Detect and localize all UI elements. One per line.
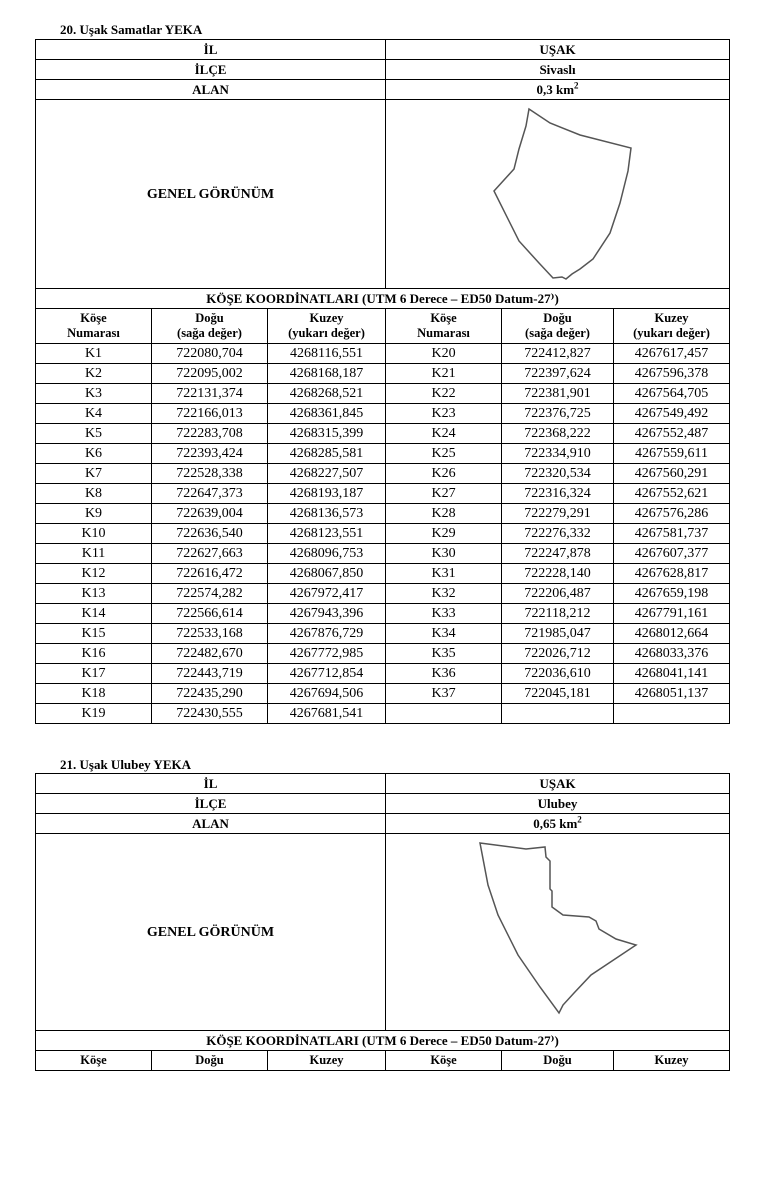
table-cell: 4268315,399 [268,424,386,444]
table-cell: K33 [386,604,502,624]
table-cell: K19 [36,704,152,724]
alan-label: ALAN [36,814,386,834]
table-cell: 722316,324 [502,484,614,504]
table-cell: K15 [36,624,152,644]
table-row [36,364,730,384]
ilce-label: İLÇE [36,60,386,80]
table-cell: K1 [36,344,152,364]
col-header-line2: Numarası [417,326,470,340]
table-cell: 722026,712 [502,644,614,664]
table-cell: K25 [386,444,502,464]
table-cell: 722381,901 [502,384,614,404]
col-header: Köşe [36,1051,152,1071]
col-header-line1: Doğu [543,311,572,325]
table-cell: 4268123,551 [268,524,386,544]
table-cell: 4267617,457 [614,344,730,364]
table-cell: 722228,140 [502,564,614,584]
table-cell: 722636,540 [152,524,268,544]
col-header: Doğu [502,1051,614,1071]
table-row [36,544,730,564]
alan-value-text: 0,3 km [536,82,575,97]
coord-header [36,1031,730,1051]
table-cell: 722482,670 [152,644,268,664]
col-header-line1: Kuzey [309,311,344,325]
table-cell: 722368,222 [502,424,614,444]
table-cell: K5 [36,424,152,444]
table-cell: 4268041,141 [614,664,730,684]
table-cell: 722647,373 [152,484,268,504]
col-header [152,309,268,344]
ilce-value: Sivaslı [386,60,730,80]
table-cell [614,704,730,724]
table-cell: 722045,181 [502,684,614,704]
table-row [36,404,730,424]
table-cell: K31 [386,564,502,584]
table-cell: K35 [386,644,502,664]
table-cell: 4267596,378 [614,364,730,384]
col-header [36,309,152,344]
table-cell: K12 [36,564,152,584]
table-cell: 722276,332 [502,524,614,544]
table-row [36,384,730,404]
col-header-line2: (sağa değer) [177,326,242,340]
table-cell: K3 [36,384,152,404]
coord-header-text: KÖŞE KOORDİNATLARI (UTM 6 Derece – ED50 Datum-27 [206,291,551,306]
table-cell: 722283,708 [152,424,268,444]
table-cell: 721985,047 [502,624,614,644]
table-row [36,464,730,484]
alan-unit-sup: 2 [577,814,582,825]
table-cell: K6 [36,444,152,464]
section-title-samatlar: 20. Uşak Samatlar YEKA [60,22,203,37]
table-cell: K13 [36,584,152,604]
table-cell: 722118,212 [502,604,614,624]
table-cell: 722627,663 [152,544,268,564]
coord-header-suffix: ⁾) [550,1033,559,1048]
table-cell: K37 [386,684,502,704]
col-header-line2: (yukarı değer) [288,326,365,340]
table-cell: 722533,168 [152,624,268,644]
table-cell: 722397,624 [502,364,614,384]
col-header [614,309,730,344]
samatlar-boundary-outline [388,101,728,287]
table-row [36,704,730,724]
table-cell: 4267972,417 [268,584,386,604]
table-cell: 4267581,737 [614,524,730,544]
table-cell: 722376,725 [502,404,614,424]
table-cell: 722393,424 [152,444,268,464]
table-row [36,584,730,604]
col-header [386,309,502,344]
il-label: İL [36,774,386,794]
col-header-line1: Köşe [80,311,107,325]
general-view-label-cell [36,100,386,289]
col-header-line1: Doğu [195,311,224,325]
table-row [36,344,730,364]
table-cell: 722435,290 [152,684,268,704]
table-cell: 722036,610 [502,664,614,684]
table-cell: K18 [36,684,152,704]
col-header [268,309,386,344]
table-cell: K9 [36,504,152,524]
table-row [36,664,730,684]
col-header-line1: Köşe [430,311,457,325]
table-row [36,484,730,504]
col-header-line2: (yukarı değer) [633,326,710,340]
general-view-map [386,834,730,1031]
table-cell: 4268168,187 [268,364,386,384]
table-cell: 722131,374 [152,384,268,404]
table-cell: K30 [386,544,502,564]
table-cell: K14 [36,604,152,624]
table-cell: 4268096,753 [268,544,386,564]
table-cell: 722080,704 [152,344,268,364]
alan-label: ALAN [36,80,386,100]
table-cell: 722566,614 [152,604,268,624]
table-cell: 4267694,506 [268,684,386,704]
coord-header [36,289,730,309]
table-row [36,684,730,704]
table-cell: 722430,555 [152,704,268,724]
table-row [36,644,730,664]
table-cell: 4268012,664 [614,624,730,644]
table-cell: 4267943,396 [268,604,386,624]
table-cell: 4268193,187 [268,484,386,504]
alan-value [386,814,730,834]
general-view-map [386,100,730,289]
table-cell: 4267876,729 [268,624,386,644]
table-cell: 722443,719 [152,664,268,684]
section-title-ulubey: 21. Uşak Ulubey YEKA [60,757,191,772]
alan-value [386,80,730,100]
table-cell: 722412,827 [502,344,614,364]
table-cell: K11 [36,544,152,564]
table-cell: K20 [386,344,502,364]
table-cell: 722334,910 [502,444,614,464]
table-cell [386,704,502,724]
table-cell: 4268268,521 [268,384,386,404]
table-cell: 4267552,621 [614,484,730,504]
ulubey-table [35,773,730,1071]
general-view-label: GENEL GÖRÜNÜM [146,924,275,940]
table-cell: 722279,291 [502,504,614,524]
table-cell: K32 [386,584,502,604]
table-cell: 722247,878 [502,544,614,564]
il-label: İL [36,40,386,60]
table-cell: 722616,472 [152,564,268,584]
table-cell: 4268227,507 [268,464,386,484]
table-cell: 4268361,845 [268,404,386,424]
col-header: Köşe [386,1051,502,1071]
table-cell: 4267607,377 [614,544,730,564]
samatlar-table [35,39,730,724]
table-cell: 4267772,985 [268,644,386,664]
coord-header-suffix: ⁾) [550,291,559,306]
table-row [36,444,730,464]
table-cell: 4268067,850 [268,564,386,584]
table-cell: K24 [386,424,502,444]
table-cell: K22 [386,384,502,404]
table-cell: 722095,002 [152,364,268,384]
table-cell: K7 [36,464,152,484]
table-row [36,624,730,644]
table-cell: K10 [36,524,152,544]
table-row [36,504,730,524]
table-cell: K27 [386,484,502,504]
ulubey-boundary-outline [388,835,728,1029]
alan-value-text: 0,65 km [533,816,578,831]
table-cell: 4267628,817 [614,564,730,584]
table-cell: K26 [386,464,502,484]
table-cell: 4267659,198 [614,584,730,604]
col-header-line1: Kuzey [654,311,689,325]
table-cell: 4267552,487 [614,424,730,444]
table-cell: K4 [36,404,152,424]
col-header [502,309,614,344]
table-row [36,604,730,624]
table-cell: 722166,013 [152,404,268,424]
table-cell: K21 [386,364,502,384]
table-cell: 722639,004 [152,504,268,524]
table-cell: 722528,338 [152,464,268,484]
table-cell: K36 [386,664,502,684]
general-view-label: GENEL GÖRÜNÜM [146,186,275,202]
general-view-label-cell [36,834,386,1031]
table-cell: K2 [36,364,152,384]
table-cell: 4268033,376 [614,644,730,664]
table-cell: 4267549,492 [614,404,730,424]
il-value: UŞAK [386,40,730,60]
table-cell: 722206,487 [502,584,614,604]
table-cell: K28 [386,504,502,524]
table-cell: K34 [386,624,502,644]
table-cell: 4267564,705 [614,384,730,404]
table-cell: 4268051,137 [614,684,730,704]
table-cell: K8 [36,484,152,504]
col-header-line2: Numarası [67,326,120,340]
ilce-label: İLÇE [36,794,386,814]
col-header: Doğu [152,1051,268,1071]
table-row [36,524,730,544]
coord-header-text: KÖŞE KOORDİNATLARI (UTM 6 Derece – ED50 Datum-27 [206,1033,551,1048]
table-cell: K16 [36,644,152,664]
table-cell: 4267560,291 [614,464,730,484]
table-cell [502,704,614,724]
table-cell: 722320,534 [502,464,614,484]
table-cell: 4267576,286 [614,504,730,524]
table-cell: 722574,282 [152,584,268,604]
table-cell: K29 [386,524,502,544]
table-cell: 4267712,854 [268,664,386,684]
ilce-value: Ulubey [386,794,730,814]
table-cell: 4267791,161 [614,604,730,624]
il-value: UŞAK [386,774,730,794]
table-row [36,424,730,444]
table-cell: 4267559,611 [614,444,730,464]
table-cell: 4267681,541 [268,704,386,724]
col-header-line2: (sağa değer) [525,326,590,340]
table-cell: 4268285,581 [268,444,386,464]
alan-unit-sup: 2 [574,80,579,91]
table-cell: K23 [386,404,502,424]
table-row [36,564,730,584]
col-header: Kuzey [614,1051,730,1071]
table-cell: K17 [36,664,152,684]
table-cell: 4268136,573 [268,504,386,524]
table-cell: 4268116,551 [268,344,386,364]
col-header: Kuzey [268,1051,386,1071]
